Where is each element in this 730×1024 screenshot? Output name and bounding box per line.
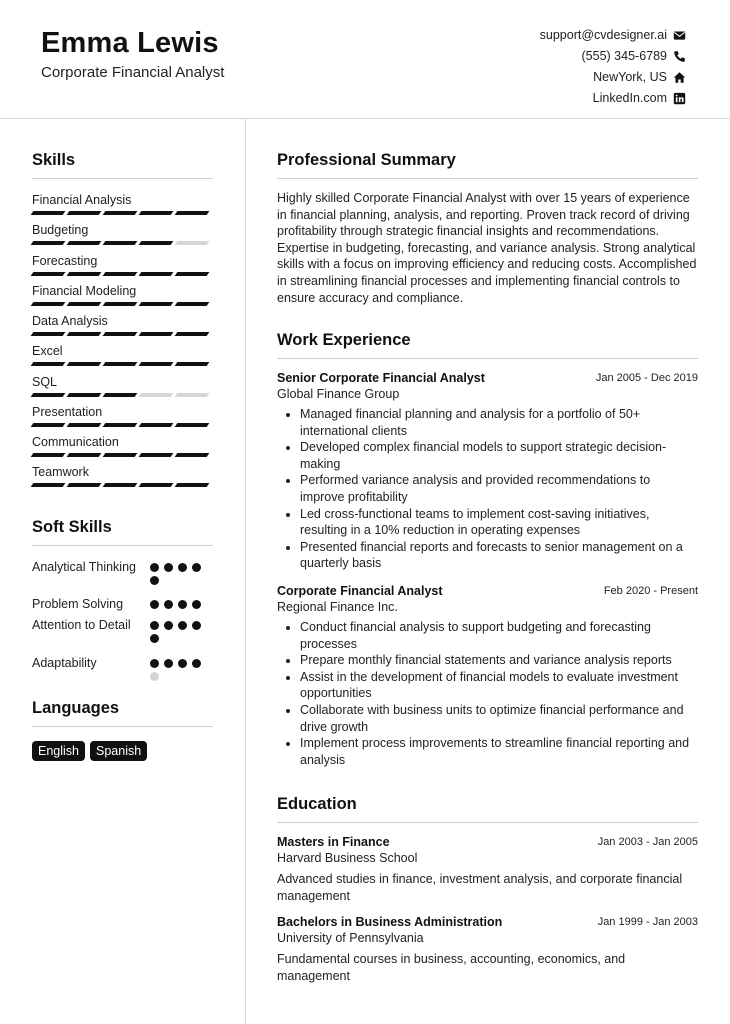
skill-level-bar bbox=[32, 332, 213, 336]
job-bullet: • Conduct financial analysis to support budgeting and forecasting processes bbox=[300, 619, 698, 652]
summary-title: Professional Summary bbox=[277, 151, 456, 169]
skill-level-segment bbox=[175, 302, 210, 306]
job-entry bbox=[277, 371, 698, 572]
candidate-name: Emma Lewis bbox=[41, 27, 219, 59]
rating-dot bbox=[150, 576, 159, 585]
education-description: Fundamental courses in business, accounting, economics, and management bbox=[277, 952, 626, 983]
skill-level-segment bbox=[103, 483, 138, 487]
skill-level-segment bbox=[175, 453, 210, 457]
skill-level-bar bbox=[32, 272, 213, 276]
rating-dot bbox=[192, 600, 201, 609]
skill-level-segment bbox=[67, 211, 102, 215]
skill-level-segment bbox=[103, 211, 138, 215]
skill-level-segment bbox=[31, 272, 66, 276]
skill-level-segment bbox=[67, 362, 102, 366]
skill-label: Budgeting bbox=[32, 223, 89, 237]
school-name: Harvard Business School bbox=[277, 851, 418, 865]
skill-level-segment bbox=[139, 332, 174, 336]
skill-level-segment bbox=[31, 423, 66, 427]
rating-dot bbox=[178, 600, 187, 609]
skill-level-segment bbox=[103, 393, 138, 397]
rating-dot bbox=[150, 634, 159, 643]
linkedin-icon bbox=[673, 92, 686, 105]
skill-label: Data Analysis bbox=[32, 314, 108, 328]
skill-level-segment bbox=[31, 483, 66, 487]
home-icon bbox=[673, 71, 686, 84]
skill-item bbox=[32, 344, 213, 366]
skill-level-bar bbox=[32, 453, 213, 457]
contact-email-text[interactable]: support@cvdesigner.ai bbox=[539, 28, 667, 42]
skill-item bbox=[32, 254, 213, 276]
rating-dot bbox=[150, 672, 159, 681]
skill-level-segment bbox=[139, 241, 174, 245]
soft-skill-rating bbox=[150, 600, 206, 609]
section-rule bbox=[32, 545, 213, 546]
language-badge: English bbox=[32, 741, 85, 761]
job-company: Regional Finance Inc. bbox=[277, 600, 398, 614]
soft-skill-rating bbox=[150, 659, 206, 681]
skill-level-segment bbox=[67, 453, 102, 457]
skill-level-segment bbox=[67, 302, 102, 306]
job-bullets bbox=[277, 406, 698, 572]
languages-section-header bbox=[32, 699, 213, 727]
skill-label: Financial Modeling bbox=[32, 284, 137, 298]
skill-level-segment bbox=[139, 211, 174, 215]
skill-level-segment bbox=[103, 453, 138, 457]
education-entry bbox=[277, 835, 698, 904]
skill-label: Excel bbox=[32, 344, 63, 358]
skill-level-segment bbox=[103, 272, 138, 276]
resume-header bbox=[0, 0, 730, 118]
column-divider bbox=[245, 119, 246, 1024]
skill-level-segment bbox=[139, 393, 174, 397]
skill-level-bar bbox=[32, 423, 213, 427]
soft-skills-section-header bbox=[32, 518, 213, 546]
education-description: Advanced studies in finance, investment analysis, and corporate financial management bbox=[277, 872, 683, 903]
skill-level-segment bbox=[175, 211, 210, 215]
skill-label: Forecasting bbox=[32, 254, 98, 268]
education-dates: Jan 1999 - Jan 2003 bbox=[597, 916, 698, 928]
contact-location bbox=[540, 67, 686, 88]
rating-dot bbox=[178, 621, 187, 630]
contact-phone[interactable] bbox=[540, 46, 686, 67]
job-entry bbox=[277, 584, 698, 768]
languages-list bbox=[32, 741, 147, 761]
skill-level-segment bbox=[175, 272, 210, 276]
header-divider bbox=[0, 118, 730, 119]
job-bullet: • Managed financial planning and analysis for a portfolio of 50+ international clients bbox=[300, 406, 698, 439]
job-bullet: • Prepare monthly financial statements and variance analysis reports bbox=[300, 652, 698, 669]
skill-level-segment bbox=[139, 272, 174, 276]
skill-level-segment bbox=[31, 241, 66, 245]
phone-icon bbox=[673, 50, 686, 63]
rating-dot bbox=[150, 621, 159, 630]
soft-skill-label: Attention to Detail bbox=[32, 618, 131, 632]
soft-skill-rating bbox=[150, 563, 206, 585]
job-bullet: • Presented financial reports and forecasts to senior management on a quarterly basis bbox=[300, 539, 698, 572]
skill-item bbox=[32, 405, 213, 427]
skill-level-segment bbox=[139, 483, 174, 487]
degree-title: Bachelors in Business Administration bbox=[277, 915, 503, 929]
skill-level-bar bbox=[32, 483, 213, 487]
skill-level-segment bbox=[175, 332, 210, 336]
skill-label: Financial Analysis bbox=[32, 193, 132, 207]
contact-linkedin-text[interactable]: LinkedIn.com bbox=[592, 91, 667, 105]
skill-level-segment bbox=[103, 302, 138, 306]
education-dates: Jan 2003 - Jan 2005 bbox=[597, 836, 698, 848]
rating-dot bbox=[178, 659, 187, 668]
skill-level-segment bbox=[31, 453, 66, 457]
skill-level-segment bbox=[31, 393, 66, 397]
soft-skill-label: Analytical Thinking bbox=[32, 560, 136, 574]
skill-level-bar bbox=[32, 241, 213, 245]
skill-level-segment bbox=[175, 483, 210, 487]
skill-item bbox=[32, 465, 213, 487]
section-rule bbox=[277, 358, 698, 359]
degree-title: Masters in Finance bbox=[277, 835, 390, 849]
skill-item bbox=[32, 223, 213, 245]
experience-section bbox=[277, 331, 698, 359]
envelope-icon bbox=[673, 29, 686, 42]
skill-level-segment bbox=[31, 332, 66, 336]
school-name: University of Pennsylvania bbox=[277, 931, 424, 945]
soft-skill-label: Adaptability bbox=[32, 656, 97, 670]
contact-phone-text[interactable]: (555) 345-6789 bbox=[581, 49, 667, 63]
skill-item bbox=[32, 193, 213, 215]
soft-skill-rating bbox=[150, 621, 206, 643]
skill-level-bar bbox=[32, 302, 213, 306]
job-bullets bbox=[277, 619, 698, 768]
job-bullet: • Developed complex financial models to support strategic decision-making bbox=[300, 439, 698, 472]
rating-dot bbox=[164, 621, 173, 630]
skill-level-segment bbox=[175, 423, 210, 427]
skill-item bbox=[32, 284, 213, 306]
skill-level-segment bbox=[175, 393, 210, 397]
section-rule bbox=[277, 178, 698, 179]
skill-level-bar bbox=[32, 362, 213, 366]
languages-title: Languages bbox=[32, 699, 120, 717]
experience-title: Work Experience bbox=[277, 331, 411, 349]
job-title: Senior Corporate Financial Analyst bbox=[277, 371, 485, 385]
skill-level-segment bbox=[67, 483, 102, 487]
skill-level-segment bbox=[31, 211, 66, 215]
skill-item bbox=[32, 435, 213, 457]
section-rule bbox=[32, 178, 213, 179]
section-rule bbox=[32, 726, 213, 727]
skills-section-header bbox=[32, 151, 213, 179]
job-bullet: • Implement process improvements to streamline financial reporting and analysis bbox=[300, 735, 698, 768]
language-badge: Spanish bbox=[90, 741, 147, 761]
soft-skills-title: Soft Skills bbox=[32, 518, 112, 536]
summary-section bbox=[277, 151, 698, 306]
skill-label: Presentation bbox=[32, 405, 103, 419]
skill-level-segment bbox=[139, 302, 174, 306]
skill-level-segment bbox=[139, 362, 174, 366]
skill-level-segment bbox=[139, 453, 174, 457]
job-dates: Feb 2020 - Present bbox=[603, 585, 698, 597]
skill-level-segment bbox=[139, 423, 174, 427]
skill-level-segment bbox=[103, 332, 138, 336]
skill-level-segment bbox=[103, 362, 138, 366]
candidate-title: Corporate Financial Analyst bbox=[41, 64, 225, 81]
soft-skill-label: Problem Solving bbox=[32, 597, 124, 611]
skill-level-segment bbox=[31, 302, 66, 306]
job-dates: Jan 2005 - Dec 2019 bbox=[595, 372, 698, 384]
job-title: Corporate Financial Analyst bbox=[277, 584, 443, 598]
skill-level-segment bbox=[103, 423, 138, 427]
skills-title: Skills bbox=[32, 151, 76, 169]
rating-dot bbox=[192, 621, 201, 630]
job-company: Global Finance Group bbox=[277, 387, 400, 401]
skill-item bbox=[32, 314, 213, 336]
skill-item bbox=[32, 375, 213, 397]
rating-dot bbox=[164, 659, 173, 668]
skill-level-segment bbox=[67, 272, 102, 276]
skill-level-bar bbox=[32, 393, 213, 397]
job-bullet: • Led cross-functional teams to implement cost-saving initiatives, resulting in a 10% reduction in operating expenses bbox=[300, 506, 698, 539]
section-rule bbox=[277, 822, 698, 823]
skill-level-segment bbox=[103, 241, 138, 245]
rating-dot bbox=[178, 563, 187, 572]
rating-dot bbox=[192, 659, 201, 668]
job-bullet: • Performed variance analysis and provided recommendations to improve profitability bbox=[300, 472, 698, 505]
skill-level-segment bbox=[175, 362, 210, 366]
skill-label: Communication bbox=[32, 435, 119, 449]
rating-dot bbox=[150, 563, 159, 572]
skill-level-segment bbox=[67, 241, 102, 245]
skill-label: Teamwork bbox=[32, 465, 89, 479]
job-bullet: • Assist in the development of financial models to evaluate investment opportunities bbox=[300, 669, 698, 702]
job-bullet: • Collaborate with business units to optimize financial performance and drive growth bbox=[300, 702, 698, 735]
summary-text: Highly skilled Corporate Financial Analyst with over 15 years of experience in financial planning, analysis, and reporting. Proven track record of driving profitability through strategic financial insights and recommendations. Expertise in budgeting, forecasting, and variance analysis. Strong analytical skills with a focus on improving efficiency and reducing costs. Accomplished in streamlining financial processes and implementing financial controls to ensure accuracy and compliance. bbox=[277, 191, 697, 305]
rating-dot bbox=[192, 563, 201, 572]
skill-level-segment bbox=[175, 241, 210, 245]
rating-dot bbox=[150, 600, 159, 609]
rating-dot bbox=[164, 563, 173, 572]
education-title: Education bbox=[277, 795, 357, 813]
skill-level-segment bbox=[67, 332, 102, 336]
skill-label: SQL bbox=[32, 375, 58, 389]
contact-location-text: NewYork, US bbox=[593, 70, 667, 84]
contact-email[interactable] bbox=[540, 25, 686, 46]
skill-level-bar bbox=[32, 211, 213, 215]
skill-level-segment bbox=[67, 423, 102, 427]
contact-linkedin[interactable] bbox=[540, 88, 686, 109]
rating-dot bbox=[150, 659, 159, 668]
skill-level-segment bbox=[31, 362, 66, 366]
skill-level-segment bbox=[67, 393, 102, 397]
contact-list bbox=[540, 25, 686, 109]
education-entry bbox=[277, 915, 698, 984]
rating-dot bbox=[164, 600, 173, 609]
education-section bbox=[277, 795, 698, 823]
